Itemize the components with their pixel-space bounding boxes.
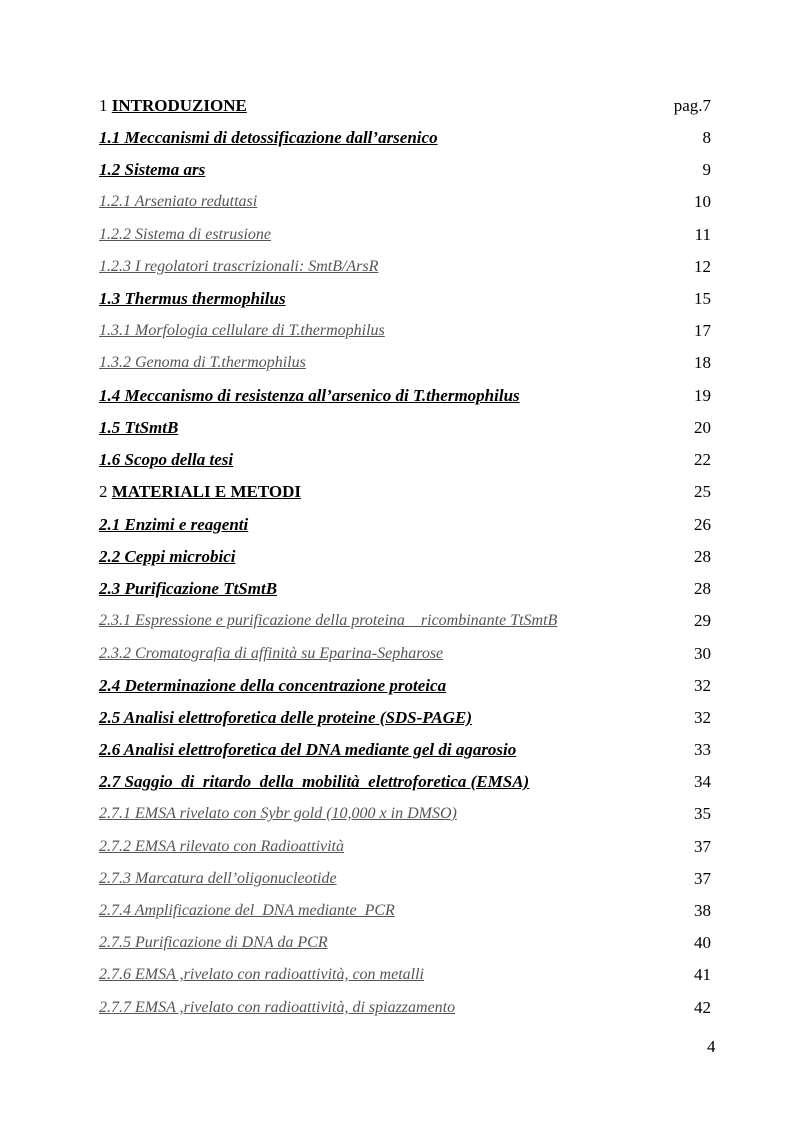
toc-entry[interactable] [99, 514, 711, 538]
toc-entry-page: 41 [694, 965, 711, 984]
toc-entry-page: 8 [702, 128, 711, 147]
toc-entry[interactable] [99, 320, 711, 344]
toc-entry[interactable] [99, 739, 711, 763]
toc-entry-title[interactable]: 2.3.1 Espressione e purificazione della proteina ricombinante TtSmtB [99, 612, 558, 629]
toc-entry-page: 30 [694, 644, 711, 663]
toc-entry[interactable] [99, 610, 711, 634]
toc-entry-title[interactable]: 2.2 Ceppi microbici [99, 547, 236, 566]
toc-entry[interactable] [99, 997, 711, 1021]
toc-entry-title[interactable]: 2.7.5 Purificazione di DNA da PCR [99, 934, 328, 951]
toc-entry-title[interactable]: 2.7.3 Marcatura dell’oligonucleotide [99, 870, 337, 887]
toc-entry-title[interactable]: 1.3 Thermus thermophilus [99, 289, 286, 308]
toc-entry-title[interactable]: 1.2 Sistema ars [99, 160, 206, 179]
toc-entry-title[interactable]: 2.7.2 EMSA rilevato con Radioattività [99, 838, 344, 855]
toc-entry[interactable] [99, 964, 711, 988]
page-number: 4 [707, 1037, 716, 1056]
toc-entry-page: 20 [694, 418, 711, 437]
toc-entry[interactable] [99, 191, 711, 215]
toc-entry-page: 33 [694, 740, 711, 759]
toc-entry[interactable] [99, 932, 711, 956]
toc-entry-title[interactable]: 1.3.1 Morfologia cellulare di T.thermophilus [99, 322, 385, 339]
toc-entry-page: 37 [694, 869, 711, 888]
toc-entry-title[interactable]: 2.7.7 EMSA ,rivelato con radioattività, di spiazzamento [99, 999, 456, 1016]
toc-entry-title[interactable]: 1.6 Scopo della tesi [99, 450, 234, 469]
toc-entry-page: 28 [694, 547, 711, 566]
toc-entry-page: 37 [694, 837, 711, 856]
toc-entry-page: 40 [694, 933, 711, 952]
toc-entry-page: 15 [694, 289, 711, 308]
toc-entry-page: 32 [694, 708, 711, 727]
toc-entry[interactable] [99, 417, 711, 441]
toc-entry[interactable] [99, 578, 711, 602]
toc-entry[interactable] [99, 95, 711, 119]
toc-entry-title[interactable]: 2.3 Purificazione TtSmtB [99, 579, 278, 598]
toc-entry[interactable] [99, 256, 711, 280]
toc-entry-page: 26 [694, 515, 711, 534]
toc-entry[interactable] [99, 771, 711, 795]
toc-entry-title[interactable]: 1.3.2 Genoma di T.thermophilus [99, 354, 306, 371]
toc-entry-page: 19 [694, 386, 711, 405]
toc-entry[interactable] [99, 159, 711, 183]
toc-entry[interactable] [99, 481, 711, 505]
toc-entry-title[interactable]: 2.4 Determinazione della concentrazione proteica [99, 676, 447, 695]
toc-entry-page: 9 [702, 160, 711, 179]
toc-entry[interactable] [99, 643, 711, 667]
toc-entry[interactable] [99, 675, 711, 699]
toc-entry-page: 28 [694, 579, 711, 598]
toc-entry-title[interactable]: 1.1 Meccanismi di detossificazione dall’arsenico [99, 128, 438, 147]
toc-entry[interactable] [99, 803, 711, 827]
toc-entry[interactable] [99, 352, 711, 376]
toc-entry[interactable] [99, 836, 711, 860]
toc-entry-title[interactable]: 2.5 Analisi elettroforetica delle proteine (SDS-PAGE) [99, 708, 473, 727]
toc-entry-page: 38 [694, 901, 711, 920]
toc-entry-page: 10 [694, 192, 711, 211]
toc-entry[interactable] [99, 127, 711, 151]
toc-entry-page: 35 [694, 804, 711, 823]
toc-entry[interactable] [99, 868, 711, 892]
toc-chapter-title[interactable]: MATERIALI E METODI [111, 482, 301, 501]
toc-entry[interactable] [99, 385, 711, 409]
toc-entry-page: 12 [694, 257, 711, 276]
toc-entry-page: 22 [694, 450, 711, 469]
toc-entry-page: 34 [694, 772, 711, 791]
toc-chapter-number: 1 [99, 96, 108, 115]
toc-entry-title [99, 95, 247, 117]
toc-entry[interactable] [99, 546, 711, 570]
toc-entry-title[interactable]: 2.7.4 Amplificazione del DNA mediante PCR [99, 902, 395, 919]
toc-entry[interactable] [99, 900, 711, 924]
toc-entry-page: 25 [694, 482, 711, 501]
toc-entry-title[interactable]: 2.7.1 EMSA rivelato con Sybr gold (10,000 x in DMSO) [99, 805, 457, 822]
toc-entry-page: 29 [694, 611, 711, 630]
toc-entry-page: 18 [694, 353, 711, 372]
toc-entry-title[interactable]: 2.3.2 Cromatografia di affinità su Eparina-Sepharose [99, 645, 444, 662]
toc-entry-title[interactable]: 1.2.2 Sistema di estrusione [99, 226, 271, 243]
toc-entry-page: 11 [694, 225, 711, 244]
toc-chapter-number: 2 [99, 482, 108, 501]
toc-entry-title[interactable]: 1.2.3 I regolatori trascrizionali: SmtB/ArsR [99, 258, 379, 275]
toc-entry-title[interactable]: 2.7 Saggio di ritardo della mobilità elettroforetica (EMSA) [99, 772, 530, 791]
toc-entry-title[interactable]: 2.6 Analisi elettroforetica del DNA mediante gel di agarosio [99, 740, 517, 759]
toc-entry-page: pag.7 [673, 96, 711, 115]
toc-entry[interactable] [99, 707, 711, 731]
toc-entry-title[interactable]: 1.5 TtSmtB [99, 418, 179, 437]
toc-entry-title[interactable]: 1.4 Meccanismo di resistenza all’arsenico di T.thermophilus [99, 386, 520, 405]
toc-entry[interactable] [99, 224, 711, 248]
toc-entry-title[interactable]: 2.7.6 EMSA ,rivelato con radioattività, con metalli [99, 966, 424, 983]
toc-entry-title[interactable]: 1.2.1 Arseniato reduttasi [99, 193, 258, 210]
toc-entry-page: 42 [694, 998, 711, 1017]
toc-entry[interactable] [99, 449, 711, 473]
toc-entry-page: 32 [694, 676, 711, 695]
toc-entry[interactable] [99, 288, 711, 312]
toc-entry-title [99, 481, 301, 503]
toc-entry-title[interactable]: 2.1 Enzimi e reagenti [99, 515, 249, 534]
toc-entry-page: 17 [694, 321, 711, 340]
toc-chapter-title[interactable]: INTRODUZIONE [111, 96, 247, 115]
